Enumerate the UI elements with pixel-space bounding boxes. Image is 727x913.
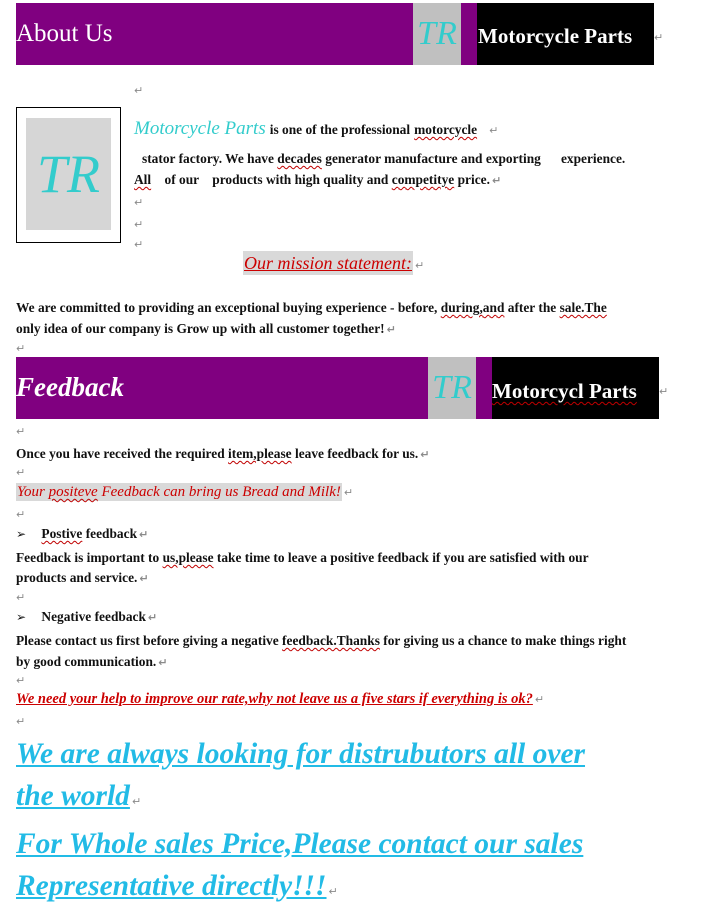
mission-text: after the (507, 300, 557, 315)
intro-text: of our products with high quality and (164, 172, 389, 187)
feedback-title: Feedback (16, 372, 124, 402)
mission-heading: Our mission statement: (244, 253, 412, 273)
paragraph-mark: ↵ (534, 693, 545, 706)
negative-feedback-body-1 (16, 630, 676, 651)
mission-text: only idea of our company is Grow up with all customer together! (16, 321, 385, 336)
banner-logo (413, 3, 461, 65)
tr-logo-icon: TR (432, 369, 472, 406)
positive-feedback-heading (16, 526, 148, 542)
positive-feedback-body-2 (16, 567, 676, 589)
paragraph-mark: ↵ (147, 611, 158, 624)
tr-logo-icon: TR (417, 15, 457, 52)
paragraph-mark: ↵ (420, 448, 430, 461)
brand-title: Motorcycle Parts (478, 24, 633, 48)
tagline-text: Your (17, 484, 45, 500)
intro-text: generator manufacture and exporting experience. (325, 151, 626, 166)
positive-body-text: products and service. (16, 570, 138, 585)
feedback-received-line (16, 443, 676, 465)
five-star-request (16, 690, 544, 708)
negative-title: Negative feedback (41, 609, 146, 624)
intro-line-2 (142, 151, 625, 167)
paragraph-mark: ↵ (16, 466, 26, 479)
intro-text: price. (457, 172, 490, 187)
intro-text-word: competitye (391, 172, 455, 187)
paragraph-mark: ↵ (134, 84, 144, 97)
paragraph-mark: ↵ (654, 31, 664, 44)
feedback-text-word: item,please (228, 446, 292, 461)
paragraph-mark: ↵ (134, 218, 144, 231)
paragraph-mark: ↵ (158, 656, 168, 669)
tagline-text: Feedback can bring us Bread and Milk! (101, 484, 341, 500)
feedback-brand-label: Motorcycl Parts (492, 379, 637, 403)
intro-text-word: motorcycle (414, 122, 478, 137)
closing-line-3: For Whole sales Price,Please contact our sales (16, 828, 584, 860)
feedback-text: leave feedback for us. (294, 446, 419, 461)
positive-body-word: us,please (162, 550, 214, 565)
closing-line-2 (16, 775, 716, 823)
positive-body-text: take time to leave a positive feedback if you are satisfied with our (216, 550, 589, 565)
negative-body-text: Please contact us first before giving a negative (16, 633, 279, 648)
intro-text: is one of the professional (269, 122, 411, 137)
bullet-arrow-icon: ➢ (16, 527, 27, 541)
paragraph-mark: ↵ (139, 528, 149, 541)
feedback-brand-title (492, 379, 637, 404)
about-us-title: About Us (16, 20, 113, 47)
mission-line-1 (16, 297, 676, 318)
paragraph-mark: ↵ (328, 885, 338, 898)
paragraph-mark: ↵ (134, 238, 144, 251)
negative-body-text: by good communication. (16, 654, 157, 669)
closing-line-4-text: Representative directly!!! (16, 870, 327, 902)
paragraph-mark: ↵ (139, 572, 149, 585)
mission-text-word: during,and (440, 300, 505, 315)
paragraph-mark: ↵ (386, 323, 396, 336)
closing-line-2-text: the world (16, 780, 130, 812)
closing-line-4 (16, 865, 716, 913)
paragraph-mark: ↵ (134, 196, 144, 209)
intro-text-word: decades (277, 151, 322, 166)
paragraph-mark: ↵ (16, 674, 26, 687)
feedback-text: Once you have received the required (16, 446, 225, 461)
paragraph-mark: ↵ (16, 508, 26, 521)
intro-line-3 (134, 172, 501, 188)
feedback-banner-logo (428, 357, 476, 419)
negative-feedback-body-2 (16, 651, 676, 673)
mission-line-2 (16, 318, 676, 340)
paragraph-mark: ↵ (491, 174, 502, 187)
negative-feedback-heading (16, 609, 157, 625)
paragraph-mark: ↵ (16, 715, 26, 728)
brand-highlight: Motorcycle Parts (134, 118, 266, 139)
mission-text: We are committed to providing an exceptional buying experience - before, (16, 300, 438, 315)
negative-body-text: for giving us a chance to make things right (383, 633, 627, 648)
paragraph-mark: ↵ (489, 124, 499, 137)
tagline-text-word: positeve (48, 484, 98, 500)
closing-message (16, 733, 716, 913)
bullet-arrow-icon: ➢ (16, 610, 27, 624)
paragraph-mark: ↵ (659, 385, 669, 398)
positive-title-word: Postive (41, 526, 83, 541)
paragraph-mark: ↵ (16, 425, 26, 438)
paragraph-mark: ↵ (415, 259, 425, 272)
tagline-highlight (16, 483, 342, 501)
company-logo-frame (16, 107, 121, 243)
paragraph-mark: ↵ (343, 486, 354, 499)
tr-logo-icon: TR (36, 144, 101, 204)
paragraph-mark: ↵ (131, 795, 142, 808)
mission-heading-wrap (243, 253, 424, 274)
intro-text-word: All (134, 172, 152, 187)
intro-line-1 (134, 118, 498, 140)
paragraph-mark: ↵ (16, 591, 26, 604)
positive-feedback-tagline (16, 483, 353, 501)
paragraph-mark: ↵ (16, 342, 26, 355)
negative-body-word: feedback.Thanks (282, 633, 380, 648)
positive-body-text: Feedback is important to (16, 550, 160, 565)
positive-title: feedback (85, 526, 138, 541)
mission-text-word: sale.The (559, 300, 607, 315)
intro-text: stator factory. We have (142, 151, 274, 166)
five-star-request-text: We need your help to improve our rate,why not leave us a five stars if everything is ok? (16, 691, 533, 707)
company-logo (26, 118, 111, 230)
positive-feedback-body-1 (16, 547, 676, 568)
feedback-banner (16, 357, 659, 419)
closing-line-1: We are always looking for distrubutors all over (16, 738, 586, 770)
about-us-banner (16, 3, 654, 65)
